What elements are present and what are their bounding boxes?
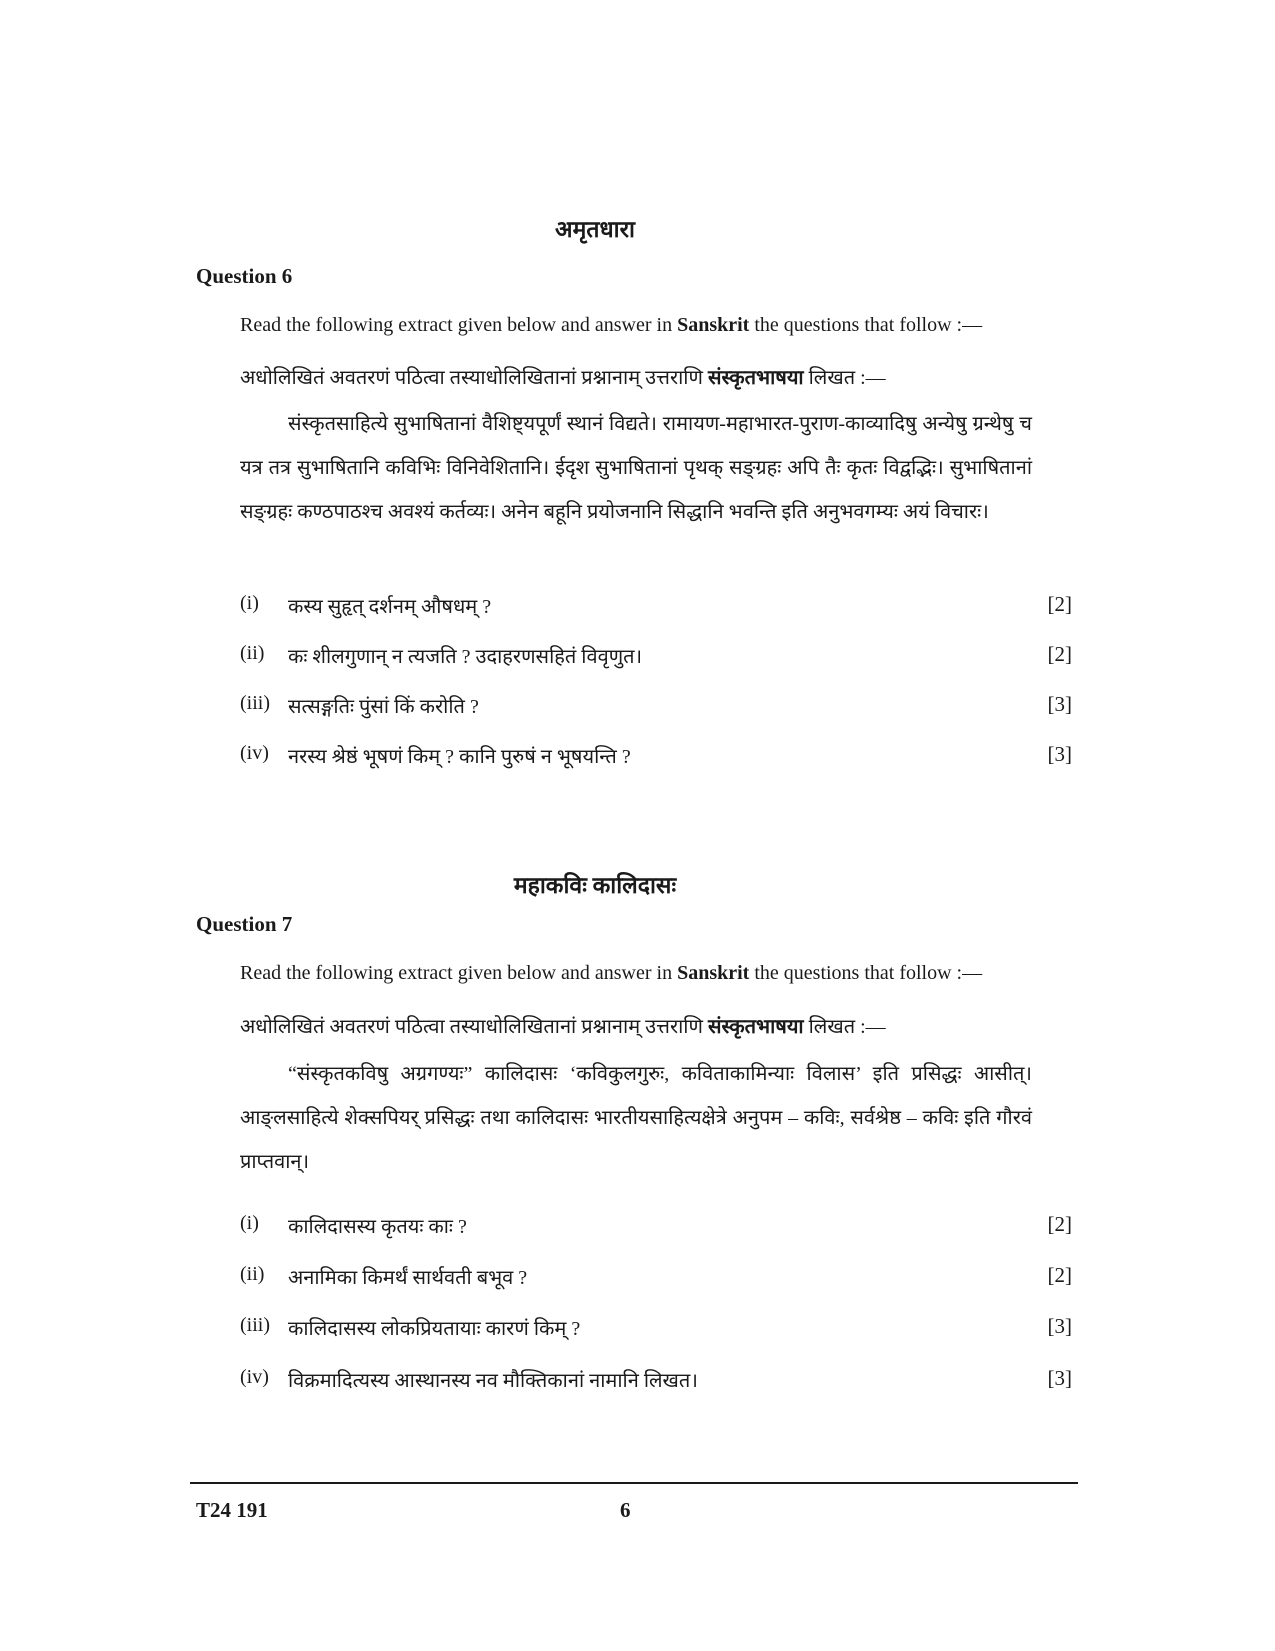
subquestion-number: (iii) [240, 692, 270, 714]
question-6-instruction-sanskrit [240, 363, 886, 390]
footer-divider [190, 1482, 1078, 1484]
paper-code: T24 191 [196, 1498, 268, 1522]
subquestion-number: (i) [240, 1212, 259, 1234]
subquestion-number: (iii) [240, 1314, 270, 1336]
subquestion-marks: [2] [1047, 642, 1072, 666]
page-number: 6 [620, 1498, 631, 1522]
instruction-text: Read the following extract given below and answer in [240, 314, 678, 336]
subquestion-text: कालिदासस्य लोकप्रियतायाः कारणं किम् ? [288, 1318, 581, 1340]
instruction-bold-sanskrit: Sanskrit [677, 962, 750, 984]
instruction-text: the questions that follow :— [749, 962, 983, 984]
subquestion-number: (ii) [240, 642, 265, 664]
subquestion-number: (ii) [240, 1263, 265, 1285]
question-7-subquestion [240, 1314, 1072, 1344]
section-heading-amritadhara: अमृतधारा [555, 217, 635, 242]
subquestion-text: नरस्य श्रेष्ठं भूषणं किम् ? कानि पुरुषं न भूषयन्ति ? [288, 746, 631, 768]
question-6-title: Question 6 [196, 264, 293, 288]
subquestion-marks: [3] [1047, 1314, 1072, 1338]
instruction-text: लिखत :— [803, 1016, 886, 1038]
subquestion-text: सत्सङ्गतिः पुंसां किं करोति ? [288, 696, 479, 718]
question-7-subquestion [240, 1366, 1072, 1396]
subquestion-marks: [3] [1047, 692, 1072, 716]
subquestion-number: (iv) [240, 1366, 269, 1388]
instruction-text: Read the following extract given below and answer in [240, 962, 678, 984]
question-7-instruction-sanskrit [240, 1012, 886, 1039]
subquestion-text: अनामिका किमर्थं सार्थवती बभूव ? [288, 1267, 528, 1289]
instruction-text: अधोलिखितं अवतरणं पठित्वा तस्याधोलिखितानां प्रश्नानाम् उत्तराणि [240, 1016, 708, 1038]
instruction-text: लिखत :— [803, 367, 886, 389]
question-6-subquestion [240, 592, 1072, 622]
question-6-subquestion [240, 742, 1072, 772]
subquestion-text: कस्य सुहृत् दर्शनम् औषधम् ? [288, 596, 492, 618]
subquestion-text: कालिदासस्य कृतयः काः ? [288, 1216, 467, 1238]
subquestion-marks: [3] [1047, 742, 1072, 766]
subquestion-number: (i) [240, 592, 259, 614]
instruction-text: the questions that follow :— [749, 314, 983, 336]
question-7-title: Question 7 [196, 912, 293, 936]
instruction-text: अधोलिखितं अवतरणं पठित्वा तस्याधोलिखितानां प्रश्नानाम् उत्तराणि [240, 367, 708, 389]
question-6-instruction-english [240, 314, 982, 337]
subquestion-marks: [2] [1047, 1263, 1072, 1287]
subquestion-marks: [2] [1047, 1212, 1072, 1236]
question-7-subquestion [240, 1263, 1072, 1293]
question-7-subquestion [240, 1212, 1072, 1242]
subquestion-number: (iv) [240, 742, 269, 764]
instruction-bold-sanskrit: Sanskrit [677, 314, 750, 336]
question-7-instruction-english [240, 962, 982, 985]
subquestion-marks: [2] [1047, 592, 1072, 616]
instruction-bold-sanskritbhashaya: संस्कृतभाषया [707, 367, 804, 389]
question-6-subquestion [240, 692, 1072, 722]
question-7-passage: “संस्कृतकविषु अग्रगण्यः” कालिदासः ‘कविकुलगुरुः, कविताकामिन्याः विलास’ इति प्रसिद्धः आसीत्। आङ्लसाहित्ये शेक्सपियर् प्रसिद्धः तथा कालिदासः भारतीयसाहित्यक्षेत्रे अनुपम – कविः, सर्वश्रेष्ठ – कविः इति गौरवं प्राप्तवान्। [240, 1063, 1032, 1173]
subquestion-marks: [3] [1047, 1366, 1072, 1390]
question-6-subquestion [240, 642, 1072, 672]
subquestion-text: विक्रमादित्यस्य आस्थानस्य नव मौक्तिकानां नामानि लिखत। [288, 1370, 698, 1392]
question-6-passage: संस्कृतसाहित्ये सुभाषितानां वैशिष्ट्यपूर्णं स्थानं विद्यते। रामायण-महाभारत-पुराण-काव्यादिषु अन्येषु ग्रन्थेषु च यत्र तत्र सुभाषितानि कविभिः विनिवेशितानि। ईदृश सुभाषितानां पृथक् सङ्ग्रहः अपि तैः कृतः विद्वद्भिः। सुभाषितानां सङ्ग्रहः कण्ठपाठश्च अवश्यं कर्तव्यः। अनेन बहूनि प्रयोजनानि सिद्धानि भवन्ति इति अनुभवगम्यः अयं विचारः। [240, 413, 1032, 523]
instruction-bold-sanskritbhashaya: संस्कृतभाषया [707, 1016, 804, 1038]
section-heading-mahakavi-kalidasa: महाकविः कालिदासः [513, 873, 677, 898]
subquestion-text: कः शीलगुणान् न त्यजति ? उदाहरणसहितं विवृणुत। [288, 646, 643, 668]
